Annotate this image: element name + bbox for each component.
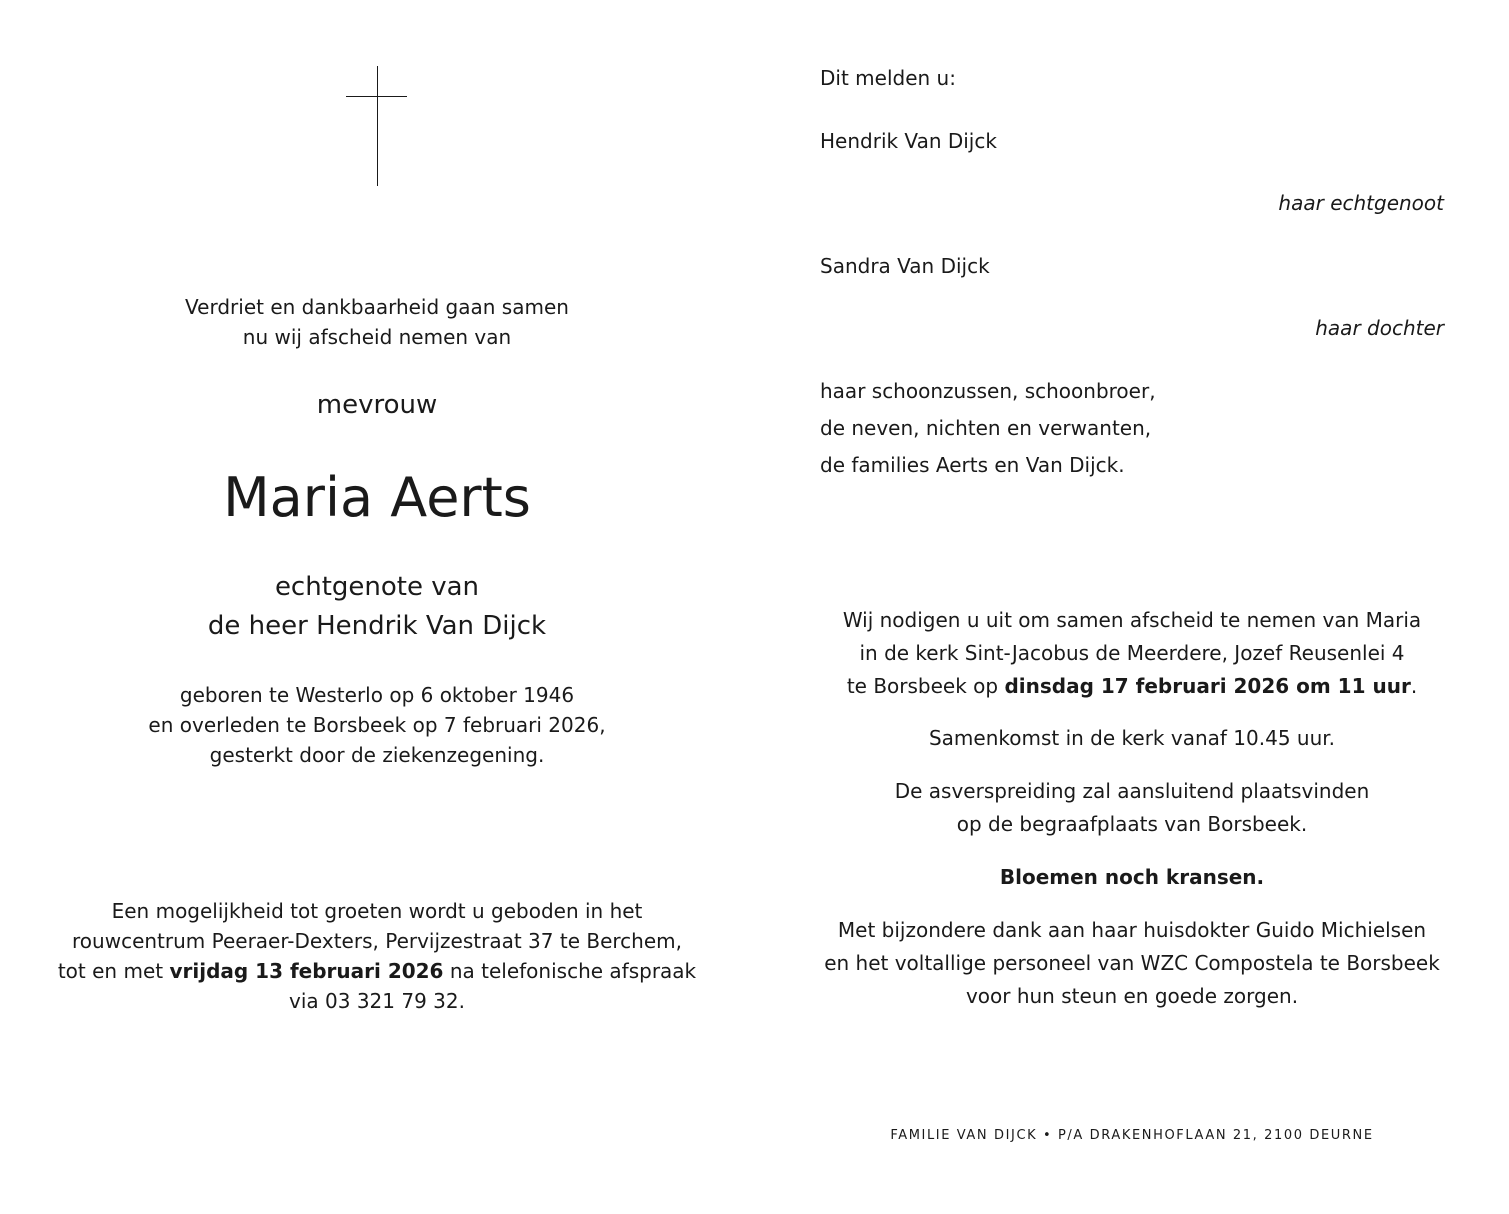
obituary-card: Verdriet en dankbaarheid gaan samen nu wij afscheid nemen van mevrouw Maria Aerts echtgenote van de heer Hendrik Van Dijck geboren te Westerlo op 6 oktober 1946 en overleden te Borsbeek op 7 februari 2026, gesterkt door de ziekenzegening. Een mogelijkheid tot groeten wordt u geboden in het rouwcentrum Peeraer-Dexters, Pervijzestraat 37 te Berchem, tot en met vrijdag 13 februari 2026 na telefonische afspraak via 03 321 79 32. Dit melden u: Hendrik Van Dijck haar echtgenoot Sandra Van Dijck haar dochter haar schoonzussen, schoonbroer, de neven, nichten en verwanten, de families Aerts en Van Dijck. Wij nodigen u uit om samen afscheid te nemen van Maria in de kerk Sint-Jacobus de Meerdere, Jozef Reusenlei 4 te Borsbeek op dinsdag 17 februari 2026 om 11 uur. Samenkomst in de kerk vanaf 10.45 uur. De asverspreiding zal aansluitend plaatsvinden op de begraafplaats van Borsbeek. Bloemen noch kransen. Met bijzondere dank aan haar huisdokter Guido Michielsen en het voltallige personeel van WZC Compostela te Borsbeek voor hun steun en goede zorgen. FAMILIE VAN DIJCK • P/A DRAKENHOFLAAN 21, 2100 DEURNE (0, 0, 1509, 1214)
gathering-text: Samenkomst in de kerk vanaf 10.45 uur. (928, 726, 1336, 750)
footer-address: FAMILIE VAN DIJCK • P/A DRAKENHOFLAAN 21, 2100 DEURNE (890, 1128, 1374, 1143)
extended-family: haar schoonzussen, schoonbroer, de neven, nichten en verwanten, de families Aerts en Van Dijck. (820, 379, 1156, 477)
visitation-text: Een mogelijkheid tot groeten wordt u geboden in het rouwcentrum Peeraer-Dexters, Pervijzestraat 37 te Berchem, tot en met vrijdag 13 februari 2026 na telefonische afspraak via 03 321 79 32. (30, 896, 724, 1016)
birth-death-text: geboren te Westerlo op 6 oktober 1946 en overleden te Borsbeek op 7 februari 2026, gesterkt door de ziekenzegening. (148, 683, 606, 767)
spouse-text: echtgenote van de heer Hendrik Van Dijck (207, 572, 547, 641)
flowers-notice: Bloemen noch kransen. (999, 865, 1265, 889)
funeral-invitation: Wij nodigen u uit om samen afscheid te nemen van Maria in de kerk Sint-Jacobus de Meerdere, Jozef Reusenlei 4 te Borsbeek op dinsdag 17 februari 2026 om 11 uur. (820, 604, 1444, 703)
funeral-date-line: te Borsbeek op dinsdag 17 februari 2026 om 11 uur. (846, 674, 1418, 698)
honorific: mevrouw (316, 390, 438, 420)
deceased-name: Maria Aerts (223, 466, 531, 529)
intro-text: Verdriet en dankbaarheid gaan samen nu wij afscheid nemen van (185, 295, 569, 349)
thanks-text: Met bijzondere dank aan haar huisdokter Guido Michielsen en het voltallige personeel van WZC Compostela te Borsbeek voor hun steun en goede zorgen. (824, 918, 1440, 1008)
visitation-date-line: tot en met vrijdag 13 februari 2026 na telefonische afspraak (57, 959, 697, 983)
cross-icon (346, 66, 407, 186)
scattering-text: De asverspreiding zal aansluitend plaatsvinden op de begraafplaats van Borsbeek. (894, 779, 1370, 836)
